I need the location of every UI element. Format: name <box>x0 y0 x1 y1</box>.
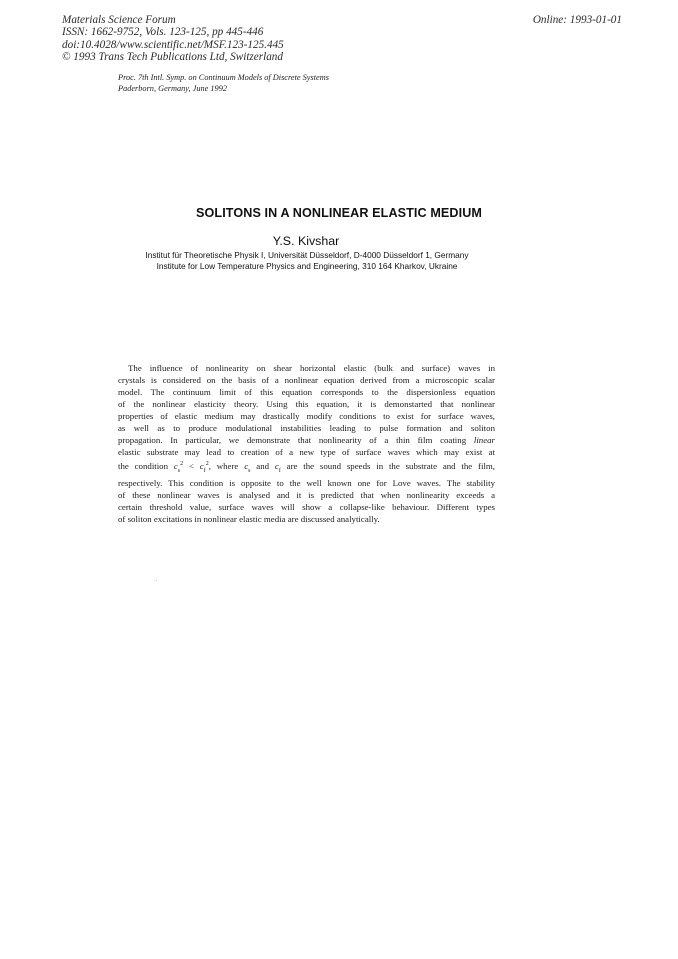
symbol-cf: $c_f$ <box>274 461 281 475</box>
copyright-line: © 1993 Trans Tech Publications Ltd, Switzerland <box>62 50 283 63</box>
emphasis-linear: linear <box>473 435 495 446</box>
abstract-line: of the nonlinear elasticity theory. Using this equation, it is demonstarted that nonlinear <box>118 399 495 410</box>
doi-line: doi:10.4028/www.scientific.net/MSF.123-125.445 <box>62 38 284 51</box>
abstract-line: respectively. This condition is opposite to the well known one for Love waves. The stability <box>118 478 495 489</box>
scan-speck <box>156 580 157 581</box>
online-date: Online: 1993-01-01 <box>532 14 622 26</box>
abstract-line <box>118 458 495 477</box>
abstract-line: elastic substrate may lead to creation of a new type of surface waves which may exist at <box>118 447 495 458</box>
proceedings-note <box>118 72 329 94</box>
abstract-line: certain threshold value, surface waves will show a collapse-like behaviour. Different types <box>118 502 495 513</box>
journal-name: Materials Science Forum <box>62 14 176 26</box>
paper-author: Y.S. Kivshar <box>272 234 340 248</box>
affiliation-1: Institut für Theoretische Physik I, Universität Düsseldorf, D-4000 Düsseldorf 1, Germany <box>145 250 469 260</box>
symbol-cs: $c_s$ <box>244 461 251 475</box>
abstract-line: model. The continuum limit of this equation corresponds to the dispersionless equation <box>118 387 495 398</box>
paper-title: SOLITONS IN A NONLINEAR ELASTIC MEDIUM <box>196 206 482 220</box>
abstract-line: crystals is considered on the basis of a nonlinear equation derived from a microscopic scalar <box>118 375 495 386</box>
abstract-text: the condition <box>118 461 169 472</box>
abstract <box>118 362 495 525</box>
abstract-text: , where <box>208 461 239 472</box>
proceedings-line-2: Paderborn, Germany, June 1992 <box>118 84 227 93</box>
abstract-line: properties of elastic medium may drastically modify conditions to exist for surface waves, <box>118 411 495 422</box>
issn-line: ISSN: 1662-9752, Vols. 123-125, pp 445-446 <box>62 26 264 39</box>
abstract-line <box>118 434 495 446</box>
abstract-line: of these nonlinear waves is analysed and it is predicted that when nonlinearity exceeds a <box>118 490 495 501</box>
speed-inequality: $c_s^2 < c_f^2$ <box>173 461 209 475</box>
author-affiliations <box>120 250 494 272</box>
abstract-text: propagation. In particular, we demonstrate that nonlinearity of a thin film coating <box>118 435 467 446</box>
affiliation-2: Institute for Low Temperature Physics and Engineering, 310 164 Kharkov, Ukraine <box>156 261 458 271</box>
abstract-text: are the sound speeds in the substrate and the film, <box>286 461 495 472</box>
abstract-line: of soliton excitations in nonlinear elastic media are discussed analytically. <box>118 514 380 525</box>
publication-metadata <box>62 14 284 63</box>
abstract-line: The influence of nonlinearity on shear horizontal elastic (bulk and surface) waves in <box>128 363 495 373</box>
abstract-line: as well as to produce modulational instabilities leading to pulse formation and soliton <box>118 423 495 434</box>
abstract-text: and <box>256 461 270 472</box>
proceedings-line-1: Proc. 7th Intl. Symp. on Continuum Models of Discrete Systems <box>118 73 329 82</box>
